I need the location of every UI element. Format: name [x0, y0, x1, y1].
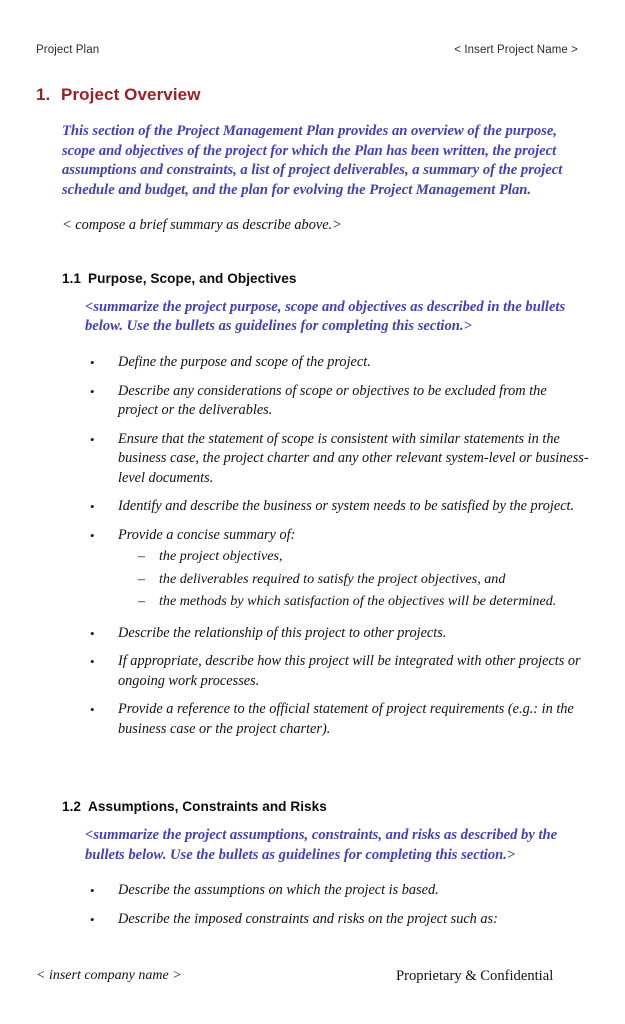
spacer [0, 865, 625, 881]
section-intro-prompt: < compose a brief summary as describe above.> [62, 217, 342, 234]
subsection-title-text: Purpose, Scope, and Objectives [88, 270, 297, 286]
subsection-1-1-instruction-block [0, 298, 625, 337]
subsection-title-text: Assumptions, Constraints and Risks [88, 799, 327, 815]
spacer [0, 236, 625, 270]
list-item-text: Define the purpose and scope of the project. [118, 354, 371, 371]
list-item [80, 624, 590, 644]
section-title-text: Project Overview [61, 85, 201, 104]
spacer [0, 748, 625, 782]
subsection-1-2-bullet-area [0, 881, 625, 929]
sub-list-item [118, 547, 590, 567]
bullet-marker-icon: • [90, 499, 95, 515]
section-heading-1 [0, 84, 625, 106]
subsection-heading-1-1 [62, 270, 577, 288]
bullet-marker-icon: • [90, 702, 95, 718]
list-item-text: Describe any considerations of scope or objectives to be excluded from the project or the deliverables. [118, 382, 547, 419]
bullet-list-1-2 [80, 881, 590, 929]
footer-company-name: < insert company name > [36, 968, 182, 983]
subsection-number: 1.2 [62, 799, 82, 815]
subsection-instruction: <summarize the project purpose, scope and objectives as described in the bullets below. Use the bullets as guidelines for completing this section.> [85, 298, 566, 335]
section-intro-instruction: This section of the Project Management Plan provides an overview of the purpose, scope and objectives of the project for which the Plan has been written, the project assumptions and constraints, a list of project deliverables, a summary of the project schedule and budget, and the plan for evolving the Project Management Plan. [62, 123, 563, 198]
sub-list-item-text: the deliverables required to satisfy the project objectives, and [159, 570, 506, 587]
subsection-1-2-instruction-block [0, 826, 625, 865]
spacer [0, 782, 625, 798]
subsection-1-1-bullet-area [0, 353, 625, 739]
list-item [80, 430, 590, 489]
spacer [0, 337, 625, 353]
bullet-marker-icon: • [90, 911, 95, 927]
list-item-text: Provide a concise summary of: [118, 526, 296, 543]
subsection-instruction: <summarize the project assumptions, constraints, and risks as described by the bullets below. Use the bullets as guidelines for completing this section.> [85, 827, 558, 863]
subsection-1-2 [0, 798, 625, 816]
spacer [0, 288, 625, 298]
list-item [80, 910, 590, 930]
spacer [0, 816, 625, 826]
section-number: 1. [36, 85, 51, 104]
spacer [62, 200, 577, 216]
list-item [80, 353, 590, 373]
bullet-marker-icon: • [90, 625, 95, 641]
dash-marker-icon: – [138, 549, 145, 565]
document-header [36, 44, 578, 56]
subsection-1-1 [0, 270, 625, 288]
bullet-marker-icon: • [90, 383, 95, 399]
list-item-text: Describe the relationship of this project to other projects. [118, 624, 447, 641]
list-item-text: Identify and describe the business or system needs to be satisfied by the project. [118, 498, 575, 515]
list-item-text: Provide a reference to the official statement of project requirements (e.g.: in the business case or the project charter). [118, 701, 574, 737]
dash-marker-icon: – [138, 571, 145, 587]
bullet-marker-icon: • [90, 654, 95, 670]
bullet-marker-icon: • [90, 527, 95, 543]
list-item-text: Describe the assumptions on which the project is based. [118, 882, 439, 899]
header-right-label: < Insert Project Name > [454, 44, 578, 56]
list-item [80, 700, 590, 739]
sub-bullet-list [118, 547, 590, 612]
bullet-marker-icon: • [90, 883, 95, 899]
document-footer [36, 968, 589, 988]
sub-list-item [118, 570, 590, 590]
subsection-heading-1-2 [62, 798, 577, 816]
dash-marker-icon: – [138, 594, 145, 610]
list-item [80, 526, 590, 612]
footer-confidentiality-label: Proprietary & Confidential [396, 968, 554, 984]
header-left-label: Project Plan [36, 44, 100, 56]
sub-list-item [118, 592, 590, 612]
bullet-list-1-1 [80, 353, 590, 739]
bullet-marker-icon: • [90, 431, 95, 447]
list-item [80, 382, 590, 421]
subsection-number: 1.1 [62, 270, 82, 286]
list-item [80, 881, 590, 901]
section-intro-block [0, 122, 625, 236]
list-item [80, 497, 590, 517]
spacer [0, 106, 625, 122]
list-item-text: Describe the imposed constraints and risks on the project such as: [118, 910, 498, 927]
sub-list-item-text: the project objectives, [159, 548, 283, 565]
list-item [80, 652, 590, 691]
list-item-text: Ensure that the statement of scope is consistent with similar statements in the business case, the project charter and any other relevant system-level or business-level documents. [118, 430, 589, 486]
bullet-marker-icon: • [90, 355, 95, 371]
sub-list-item-text: the methods by which satisfaction of the objectives will be determined. [159, 593, 557, 610]
list-item-text: If appropriate, describe how this project will be integrated with other projects or ongoing work processes. [118, 653, 581, 689]
document-body [0, 84, 625, 938]
